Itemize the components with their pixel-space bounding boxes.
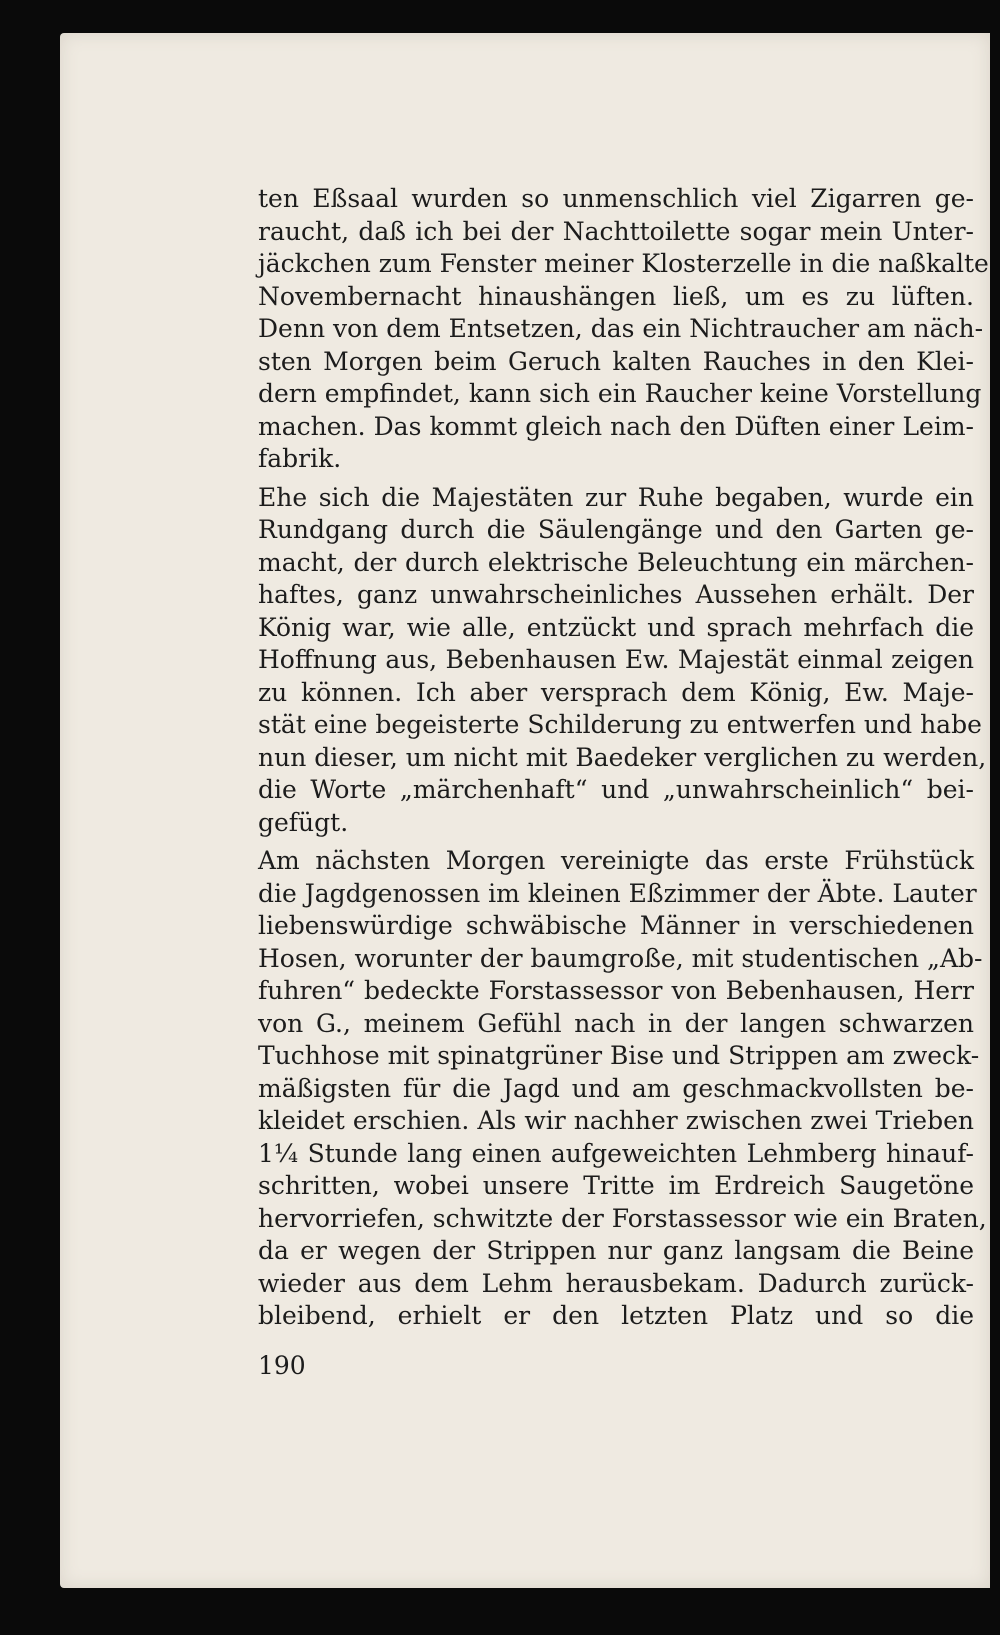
book-page [60,33,990,1588]
text-line: bleibend, erhielt er den letzten Platz und so die [258,1301,974,1330]
text-line: König war, wie alle, entzückt und sprach mehrfach die [258,612,974,642]
text-line: kleidet erschien. Als wir nachher zwischen zwei Trieben [258,1106,974,1135]
text-line: 1¼ Stunde lang einen aufgeweichten Lehmberg hinauf- [258,1138,974,1168]
paragraph-2 [258,482,987,840]
page-number: 190 [258,1351,306,1380]
text-line: die Jagdgenossen im kleinen Eßzimmer der Äbte. Lauter [258,878,977,908]
text-line: liebenswürdige schwäbische Männer in verschiedenen [258,911,974,940]
text-line: nun dieser, um nicht mit Baedeker verglichen zu werden, [258,742,987,772]
text-line: mäßigsten für die Jagd und am geschmackvollsten be- [258,1073,974,1103]
text-line: dern empfindet, kann sich ein Raucher keine Vorstellung [258,379,982,408]
paragraph-3 [258,845,987,1333]
text-line: Ehe sich die Majestäten zur Ruhe begaben, wurde ein [258,482,974,512]
text-line: Hoffnung aus, Bebenhausen Ew. Majestät einmal zeigen [258,645,974,674]
text-line: gefügt. [258,807,349,837]
text-line: haftes, ganz unwahrscheinliches Aussehen erhält. Der [258,580,974,609]
text-line: zu können. Ich aber versprach dem König, Ew. Maje- [258,677,974,707]
text-line: von G., meinem Gefühl nach in der langen schwarzen [258,1008,974,1038]
text-line: Denn von dem Entsetzen, das ein Nichtraucher am näch- [258,314,984,343]
text-line: schritten, wobei unsere Tritte im Erdreich Saugetöne [258,1171,974,1200]
paragraph-1 [258,183,989,476]
text-line: raucht, daß ich bei der Nachttoilette sogar mein Unter- [258,216,974,246]
text-line: hervorriefen, schwitzte der Forstassessor wie ein Braten, [258,1203,987,1233]
text-line: Rundgang durch die Säulengänge und den Garten ge- [258,515,974,544]
text-line: stät eine begeisterte Schilderung zu entwerfen und habe [258,710,982,739]
text-line: ten Eßsaal wurden so unmenschlich viel Zigarren ge- [258,184,974,213]
text-line: machen. Das kommt gleich nach den Düften einer Leim- [258,411,974,441]
text-line: Novembernacht hinaushängen ließ, um es zu lüften. [258,281,974,311]
text-line: Am nächsten Morgen vereinigte das erste Frühstück [258,846,974,875]
text-line: macht, der durch elektrische Beleuchtung ein märchen- [258,547,974,577]
text-line: da er wegen der Strippen nur ganz langsam die Beine [258,1236,974,1265]
text-line: fuhren“ bedeckte Forstassessor von Bebenhausen, Herr [258,976,974,1005]
text-line: die Worte „märchenhaft“ und „unwahrscheinlich“ bei- [258,775,974,804]
text-line: sten Morgen beim Geruch kalten Rauches in den Klei- [258,346,974,376]
text-line: fabrik. [258,444,342,473]
text-line: Tuchhose mit spinatgrüner Bise und Strippen am zweck- [258,1041,980,1070]
text-line: wieder aus dem Lehm herausbekam. Dadurch zurück- [258,1268,974,1298]
text-line: jäckchen zum Fenster meiner Klosterzelle in die naßkalte [258,249,989,278]
body-text [258,183,989,1339]
text-line: Hosen, worunter der baumgroße, mit studentischen „Ab- [258,943,983,973]
